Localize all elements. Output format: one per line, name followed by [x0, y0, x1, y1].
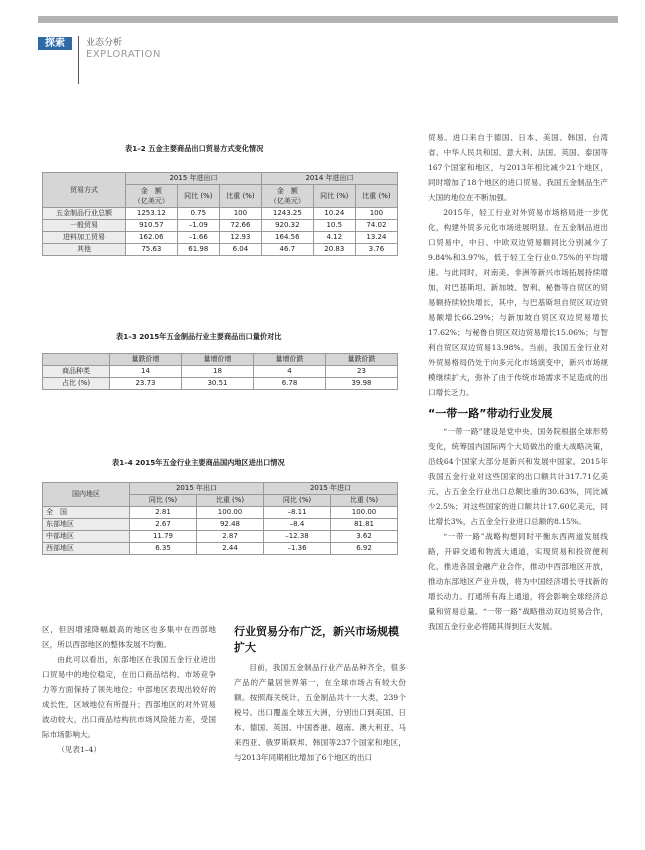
table-row: 进料加工贸易 162.06 –1.66 12.93 164.56 4.12 13.24	[43, 232, 398, 244]
table3-caption: 表1–3 2015年五金制品行业主要商品出口量价对比	[116, 332, 282, 341]
section-title-en: EXPLORATION	[86, 49, 161, 60]
table2-year1: 2015 年进出口	[126, 173, 262, 185]
table4-row-header: 国内地区	[43, 483, 130, 507]
table4-caption: 表1–4 2015年五金行业主要商品国内地区进出口情况	[112, 458, 285, 467]
paragraph: 由此可以看出，东部地区在我国五金行业进出口贸易中的地位稳定，在出口商品结构、市场竞争力等方面保持了领先地位；中部地区表现出较好的成长性，区域地位有所提升；西部地区的对外贸易波动较大，出口商品结构抗市场风险能力差，受国际市场影响大。	[42, 655, 216, 739]
table-row: 其他 75.63 61.98 6.04 46.7 20.83 3.76	[43, 244, 398, 256]
table2-col-share: 比重 (%)	[219, 185, 261, 208]
paragraph: “一带一路”战略构想同时平衡东西两道发展线路，开辟交通和物流大通道，实现贸易和投资便利化，推进各国金融产业合作，推动中西部地区开放，推动东部地区产业升级，将为中国经济增长寻找新的增长动力。打通所有海上通道，将会影响全球经济总量和贸易总量。“一带一路”战略推动双边贸易合作，我国五金行业必将随其得到巨大发展。	[428, 532, 608, 631]
table-row: 占比 (%) 23.73 30.51 6.78 39.98	[43, 378, 398, 390]
section-title-cn: 业态分析	[86, 38, 123, 48]
paragraph: 贸易。进口来自于德国、日本、美国、韩国、台湾省、中华人民共和国、意大利、法国、英国、泰国等167个国家和地区，与2013年相比减少21个地区，同时增加了18个地区的进口贸易。我国五金制品生产大国的地位在不断加强。	[428, 133, 608, 202]
table4: 国内地区 2015 年出口 2015 年进口 同比 (%) 比重 (%) 同比 (%) 比重 (%) 全 国 2.81 100.00 –8.11 100.00 东部地区 2.67 92.48 –8.4 81.81 中部地区 11.79 2.87 –12.38 3.62 西部地区 6.35 2.44 –1.36 6.92	[42, 482, 398, 555]
section-heading: “一带一路”带动行业发展	[428, 407, 553, 420]
table2-caption: 表1–2 五金主要商品出口贸易方式变化情况	[125, 144, 264, 153]
table2-col-amount-2014: 金 额 （亿美元）	[261, 185, 313, 208]
header-divider	[78, 36, 79, 84]
table2	[42, 172, 398, 256]
table2-row-header: 贸易方式	[43, 173, 126, 208]
table3: 量跌价增 量增价增 量增价跌 量跌价跌 商品种类 14 18 4 23 占比 (%) 23.73 30.51 6.78 39.98	[42, 353, 398, 390]
body-column-middle	[234, 624, 406, 765]
table-row: 全 国 2.81 100.00 –8.11 100.00	[43, 507, 398, 519]
table2-col-amount: 金 额 （亿美元）	[126, 185, 178, 208]
table4-year2: 2015 年进口	[264, 483, 398, 495]
top-rule	[38, 16, 618, 23]
section-heading: 行业贸易分布广泛，新兴市场规模扩大	[234, 625, 399, 654]
table2-col-share-2014: 比重 (%)	[355, 185, 397, 208]
table-row: 东部地区 2.67 92.48 –8.4 81.81	[43, 519, 398, 531]
section-tag: 探索	[38, 37, 72, 50]
body-column-left	[42, 622, 216, 757]
paragraph: 目前，我国五金制品行业产品品种齐全，很多产品的产量居世界第一，在全球市场占有较大份额。按照海关统计，五金制品共十一大类，239个税号。出口覆盖全球五大洲，分别出口到美国、日本、德国、英国、中国香港、越南、澳大利亚、马来西亚、俄罗斯联邦、韩国等237个国家和地区，与2013年同期相比增加了6个地区的出口	[234, 663, 406, 762]
paragraph: 区，但因增速降幅最高的地区也多集中在西部地区，所以西部地区的整体发展不均衡。	[42, 625, 216, 649]
table2-col-yoy: 同比 (%)	[177, 185, 219, 208]
table-row: 中部地区 11.79 2.87 –12.38 3.62	[43, 531, 398, 543]
paragraph: （见表1–4）	[57, 745, 102, 754]
paragraph: 2015年，轻工行业对外贸易市场格局进一步优化，构建外贸多元化市场进展明显。在五金制品进出口贸易中，中日、中欧双边贸易额同比分别减少了9.84%和3.97%，低于轻工全行业0.75%的平均增速。与此同时，对南美、非洲等新兴市场拓展持续增加，对巴基斯坦、新加坡、智利、秘鲁等自贸区的贸易额持续较快增长，其中，与巴基斯坦自贸区双边贸易额增长66.29%；与新加坡自贸区双边贸易增长17.62%；与秘鲁自贸区双边贸易增长15.06%；与智利自贸区双边贸易13.98%。当前，我国五金行业对外贸易格局仍处于向多元化市场演变中，新兴市场规模继续扩大，弥补了由于传统市场需求不足造成的出口增长乏力。	[428, 208, 608, 397]
body-column-right	[428, 130, 608, 634]
table-row: 五金制品行业总额 1253.12 0.75 100 1243.25 10.24 100	[43, 208, 398, 220]
table-row: 西部地区 6.35 2.44 –1.36 6.92	[43, 543, 398, 555]
table-row: 一般贸易 910.57 –1.09 72.66 920.32 10.5 74.02	[43, 220, 398, 232]
paragraph: “一带一路”建设是党中央、国务院根据全球形势变化，统筹国内国际两个大局做出的重大战略决策，沿线64个国家大部分是新兴和发展中国家。2015年我国五金行业对这些国家的出口额共计317.71亿美元，占五金全行业出口总额比重的30.63%，同比减少2.5%；对这些国家的进口额共计17.60亿美元，同比增长3%，占五金全行业进口总额的8.15%。	[428, 427, 608, 526]
table2-col-yoy-2014: 同比 (%)	[313, 185, 355, 208]
table-row: 商品种类 14 18 4 23	[43, 366, 398, 378]
table2-year2: 2014 年进出口	[261, 173, 397, 185]
table4-year1: 2015 年出口	[130, 483, 264, 495]
